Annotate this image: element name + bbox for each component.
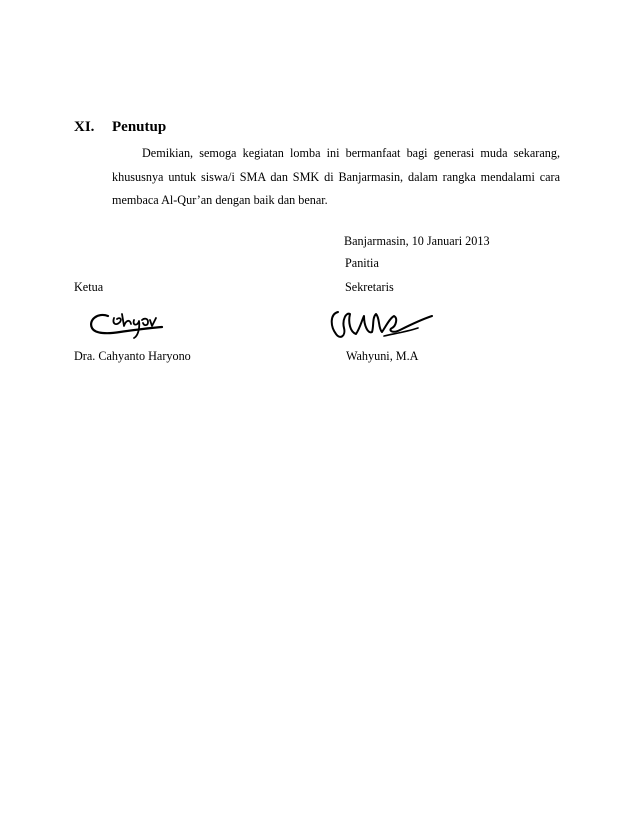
chairman-name: Dra. Cahyanto Haryono <box>74 349 191 363</box>
closing-paragraph: Demikian, semoga kegiatan lomba ini bermanfaat bagi generasi muda sekarang, khususnya untuk siswa/i SMA dan SMK di Banjarmasin, dalam rangka mendalami cara membaca Al-Qur’an dengan baik dan benar. <box>112 146 560 207</box>
section-number: XI. <box>74 119 95 135</box>
section-title: Penutup <box>112 119 167 135</box>
secretary-name: Wahyuni, M.A <box>346 349 419 363</box>
secretary-role: Sekretaris <box>345 280 394 294</box>
place-date: Banjarmasin, 10 Januari 2013 <box>344 234 490 248</box>
organization-label: Panitia <box>345 256 379 270</box>
chairman-role: Ketua <box>74 280 104 294</box>
secretary-signature <box>326 304 436 346</box>
chairman-signature <box>86 306 166 342</box>
